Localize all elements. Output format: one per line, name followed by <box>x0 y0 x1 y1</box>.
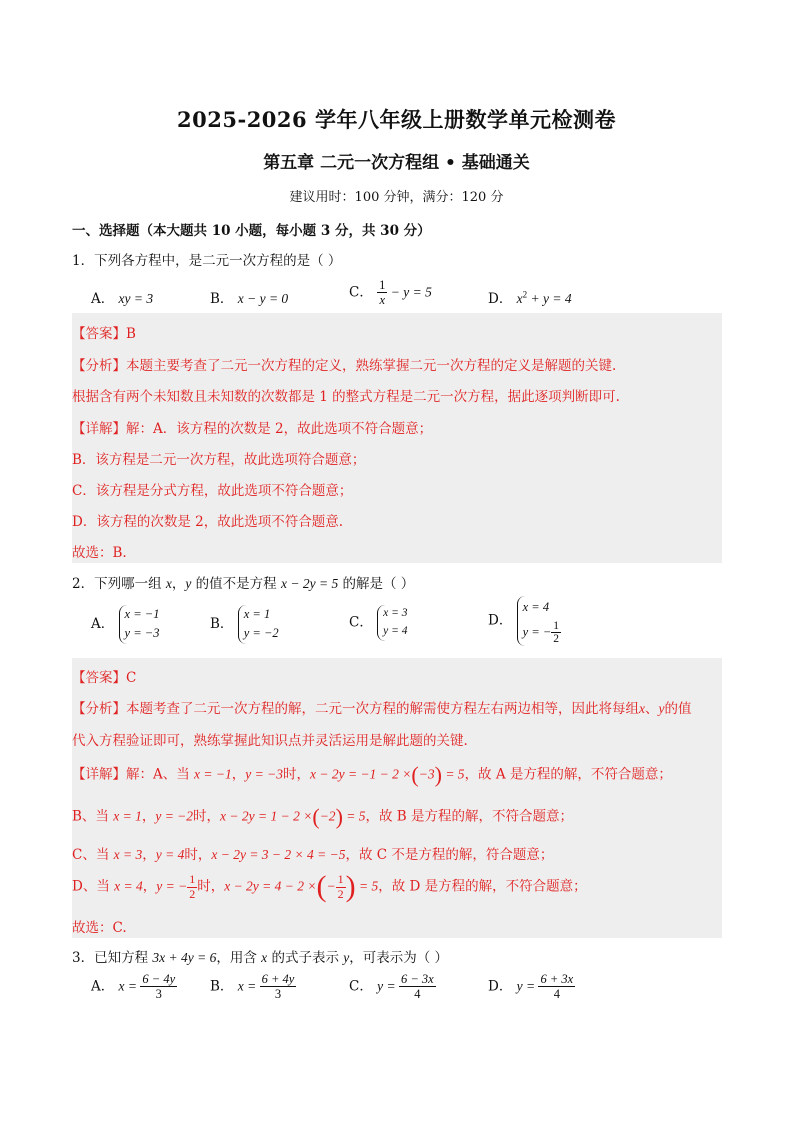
detail-text: ， <box>142 878 157 895</box>
detail-text: ，故 D 是方程的解，不符合题意； <box>378 878 587 895</box>
q2-option-b-system <box>238 605 279 644</box>
q1-answer: 【答案】B <box>72 326 136 342</box>
fraction-denominator: 3 <box>274 987 282 1002</box>
detail-text: 时， <box>282 766 310 783</box>
detail-math: x = −1 <box>194 766 232 782</box>
detail-math: = 5 <box>355 878 379 894</box>
q2-option-d-label: D． <box>488 612 513 629</box>
fraction-numerator: 6 − 3x <box>401 972 434 986</box>
q2-analysis-part: 、 <box>645 701 659 717</box>
q1-option-d-exponent: 2 <box>522 289 528 300</box>
detail-math: −3 <box>418 766 435 782</box>
detail-math: = 5 <box>441 766 465 782</box>
q2-option-a-label: A． <box>91 615 115 632</box>
q2-detail-a: 【详解】解：A、当 x = −1，y = −3时，x − 2y = −1 − 2 ×(−3) = 5，故 A 是方程的解，不符合题意； <box>72 762 672 787</box>
q3-option-c-label: C． <box>349 978 373 995</box>
detail-fraction <box>336 873 346 902</box>
q3-option-d <box>488 972 575 1002</box>
detail-math: x − 2y = 1 − 2 × <box>220 808 313 824</box>
system-line-2: y = −3 <box>124 626 160 641</box>
q2-option-b-label: B． <box>210 615 234 632</box>
q2-stem-part: 的值不是方程 <box>191 576 281 592</box>
q2-stem-part: ， <box>171 576 186 592</box>
detail-math: y = − <box>156 878 188 894</box>
q2-option-c-system <box>377 605 407 641</box>
q1-option-b <box>210 287 288 307</box>
detail-math: = 5 <box>342 808 366 824</box>
fraction-numerator: 1 <box>189 871 196 886</box>
detail-text: D、当 <box>72 878 115 895</box>
q1-option-b-expr: x − y = 0 <box>237 291 289 306</box>
q2-option-a-system <box>119 605 160 644</box>
detail-text: 时， <box>193 808 221 825</box>
q2-detail-d: D、当 x = 4，y = − $\frac{1}{2}$ 时，x − 2y = 4 − 2 ×(− $\frac{1}{2}$ ) = 5，故 D 是方程的解，不符合题意； <box>72 870 587 903</box>
q1-choose: 故选：B. <box>72 545 127 561</box>
system-line-2: y = 4 <box>383 624 408 637</box>
detail-text: 【详解】解：A、当 <box>72 766 195 783</box>
q1-detail-line-4: D．该方程的次数是 2，故此选项不符合题意. <box>72 514 343 530</box>
q3-option-b-lhs: x = <box>237 978 260 994</box>
detail-text: ，故 C 不是方程的解，符合题意； <box>345 847 554 863</box>
q2-option-d-fraction <box>551 620 561 646</box>
fraction-denominator: x <box>379 293 386 308</box>
q2-stem <box>72 572 414 592</box>
q3-option-c-lhs: y = <box>377 978 399 994</box>
detail-text: C、当 <box>72 847 114 863</box>
q1-option-a-expr: xy = 3 <box>118 291 154 306</box>
q1-option-c-fraction <box>377 278 387 308</box>
system-line-2: y = −2 <box>243 626 279 641</box>
detail-fraction <box>187 873 197 902</box>
q1-detail-line-3: C．该方程是分式方程，故此选项不符合题意； <box>72 483 353 499</box>
q1-option-d-rest: + y = 4 <box>527 291 572 306</box>
q1-stem: 1．下列各方程中，是二元一次方程的是（ ） <box>72 253 342 269</box>
detail-text: ，故 B 是方程的解，不符合题意； <box>365 808 574 825</box>
detail-math: x = 1 <box>113 808 142 824</box>
q2-option-c <box>349 605 408 641</box>
detail-math: x = 3 <box>113 847 143 862</box>
detail-text: ， <box>141 808 156 825</box>
fraction-numerator: 1 <box>553 619 560 632</box>
q3-option-b-label: B． <box>210 978 234 995</box>
q2-analysis-var-y: y <box>658 701 665 716</box>
q3-option-c-fraction <box>399 972 436 1002</box>
system-line-2: y = − <box>522 624 552 639</box>
detail-math: x = 4 <box>114 878 143 894</box>
section-title: 一、选择题（本大题共 10 小题，每小题 3 分，共 30 分） <box>72 223 431 239</box>
q3-option-a-label: A． <box>91 978 115 995</box>
q2-stem-var-x: x <box>165 576 172 591</box>
detail-math: y = −2 <box>155 808 194 824</box>
q1-option-a <box>91 287 153 307</box>
q1-option-c-label: C． <box>349 284 373 301</box>
detail-math: −2 <box>319 808 336 824</box>
detail-math: x − 2y = 3 − 2 × 4 = −5 <box>211 847 346 862</box>
chapter-subtitle: 第五章 二元一次方程组 • 基础通关 <box>263 153 530 173</box>
detail-text: 时， <box>197 878 225 895</box>
q3-option-b <box>210 972 296 1002</box>
q1-detail-line-1: 【详解】解：A．该方程的次数是 2，故此选项不符合题意； <box>72 421 433 437</box>
q3-option-c <box>349 972 436 1002</box>
system-line-1: x = 4 <box>522 600 550 614</box>
detail-math: − <box>326 878 336 894</box>
q3-option-a-fraction <box>140 972 177 1002</box>
q2-answer: 【答案】C <box>72 670 137 686</box>
fraction-denominator: 4 <box>553 987 560 1002</box>
q3-stem <box>72 946 448 966</box>
detail-text: ，故 A 是方程的解，不符合题意； <box>464 766 672 783</box>
detail-text: ， <box>142 847 156 863</box>
detail-text: 时， <box>184 847 212 863</box>
q2-analysis-line-1 <box>72 697 692 717</box>
q2-analysis-line-2: 代入方程验证即可，熟练掌握此知识点并灵活运用是解此题的关键. <box>72 733 468 749</box>
q2-option-b <box>210 605 279 644</box>
q3-option-d-label: D． <box>488 978 513 995</box>
q2-option-a <box>91 605 159 644</box>
detail-math: y = −3 <box>245 766 283 782</box>
system-line-1: x = −1 <box>124 607 160 621</box>
q2-stem-part: 的解是（ ） <box>338 576 415 592</box>
q2-analysis-var-x: x <box>639 701 645 716</box>
q1-option-c <box>349 278 432 308</box>
q2-option-d-system <box>517 596 561 646</box>
detail-math: x − 2y = 4 − 2 × <box>224 878 317 894</box>
q2-stem-var-y: y <box>185 576 192 591</box>
fraction-denominator: 3 <box>155 987 162 1002</box>
fraction-denominator: 2 <box>553 633 560 646</box>
q2-stem-part: 2．下列哪一组 <box>72 576 166 592</box>
detail-text: ， <box>231 766 246 783</box>
q3-stem-part: ，用含 <box>216 950 262 966</box>
system-line-1: x = 3 <box>383 607 408 619</box>
fraction-numerator: 6 − 4y <box>142 972 176 986</box>
q3-stem-var-x: x <box>261 950 268 965</box>
q1-option-d <box>488 287 572 307</box>
q3-option-b-fraction <box>260 972 297 1002</box>
q2-stem-equation: x − 2y = 5 <box>280 576 339 591</box>
q1-analysis-line-1: 【分析】本题主要考查了二元一次方程的定义，熟练掌握二元一次方程的定义是解题的关键. <box>72 358 617 374</box>
q3-option-d-lhs: y = <box>516 978 539 994</box>
q1-option-d-base: x <box>516 291 523 306</box>
q3-stem-part: 的式子表示 <box>267 950 344 966</box>
detail-math: y = 4 <box>155 847 185 862</box>
fraction-denominator: 2 <box>189 886 196 901</box>
detail-math: x − 2y = −1 − 2 × <box>309 766 412 782</box>
q2-option-d <box>488 596 561 646</box>
fraction-numerator: 6 + 3x <box>540 972 574 986</box>
q1-detail-line-2: B．该方程是二元一次方程，故此选项符合题意； <box>72 452 366 468</box>
q3-option-a <box>91 972 177 1002</box>
q1-option-d-label: D． <box>488 291 513 307</box>
q2-analysis-part: 【分析】本题考查了二元一次方程的解，二元一次方程的解需使方程左右两边相等，因此将每组 <box>72 701 639 717</box>
fraction-denominator: 2 <box>337 886 344 901</box>
q1-option-b-label: B． <box>210 291 234 307</box>
q3-stem-part: ，可表示为（ ） <box>349 950 449 966</box>
q2-option-c-label: C． <box>349 614 373 631</box>
fraction-numerator: 6 + 4y <box>261 972 295 986</box>
fraction-numerator: 1 <box>337 871 344 886</box>
fraction-denominator: 4 <box>414 987 421 1002</box>
q1-option-c-rest: − y = 5 <box>387 284 432 300</box>
q1-option-a-label: A． <box>91 291 115 307</box>
fraction-numerator: 1 <box>379 278 386 292</box>
q1-analysis-line-2: 根据含有两个未知数且未知数的次数都是 1 的整式方程是二元一次方程，据此逐项判断即可. <box>72 389 620 405</box>
q3-stem-equation: 3x + 4y = 6 <box>152 950 217 965</box>
q2-detail-c <box>72 843 553 863</box>
detail-text: B、当 <box>72 808 114 825</box>
q3-stem-var-y: y <box>343 950 350 965</box>
q3-stem-part: 3．已知方程 <box>72 950 153 966</box>
time-note: 建议用时：100 分钟，满分：120 分 <box>289 190 504 205</box>
q3-option-a-lhs: x = <box>118 978 141 994</box>
q2-analysis-part: 的值 <box>664 701 692 717</box>
q2-detail-b: B、当 x = 1，y = −2时，x − 2y = 1 − 2 ×(−2) = 5，故 B 是方程的解，不符合题意； <box>72 804 574 829</box>
q3-option-d-fraction <box>538 972 575 1002</box>
system-line-1: x = 1 <box>243 607 271 621</box>
page-title: 2025-2026 学年八年级上册数学单元检测卷 <box>177 107 616 132</box>
q2-choose: 故选：C. <box>72 920 127 936</box>
